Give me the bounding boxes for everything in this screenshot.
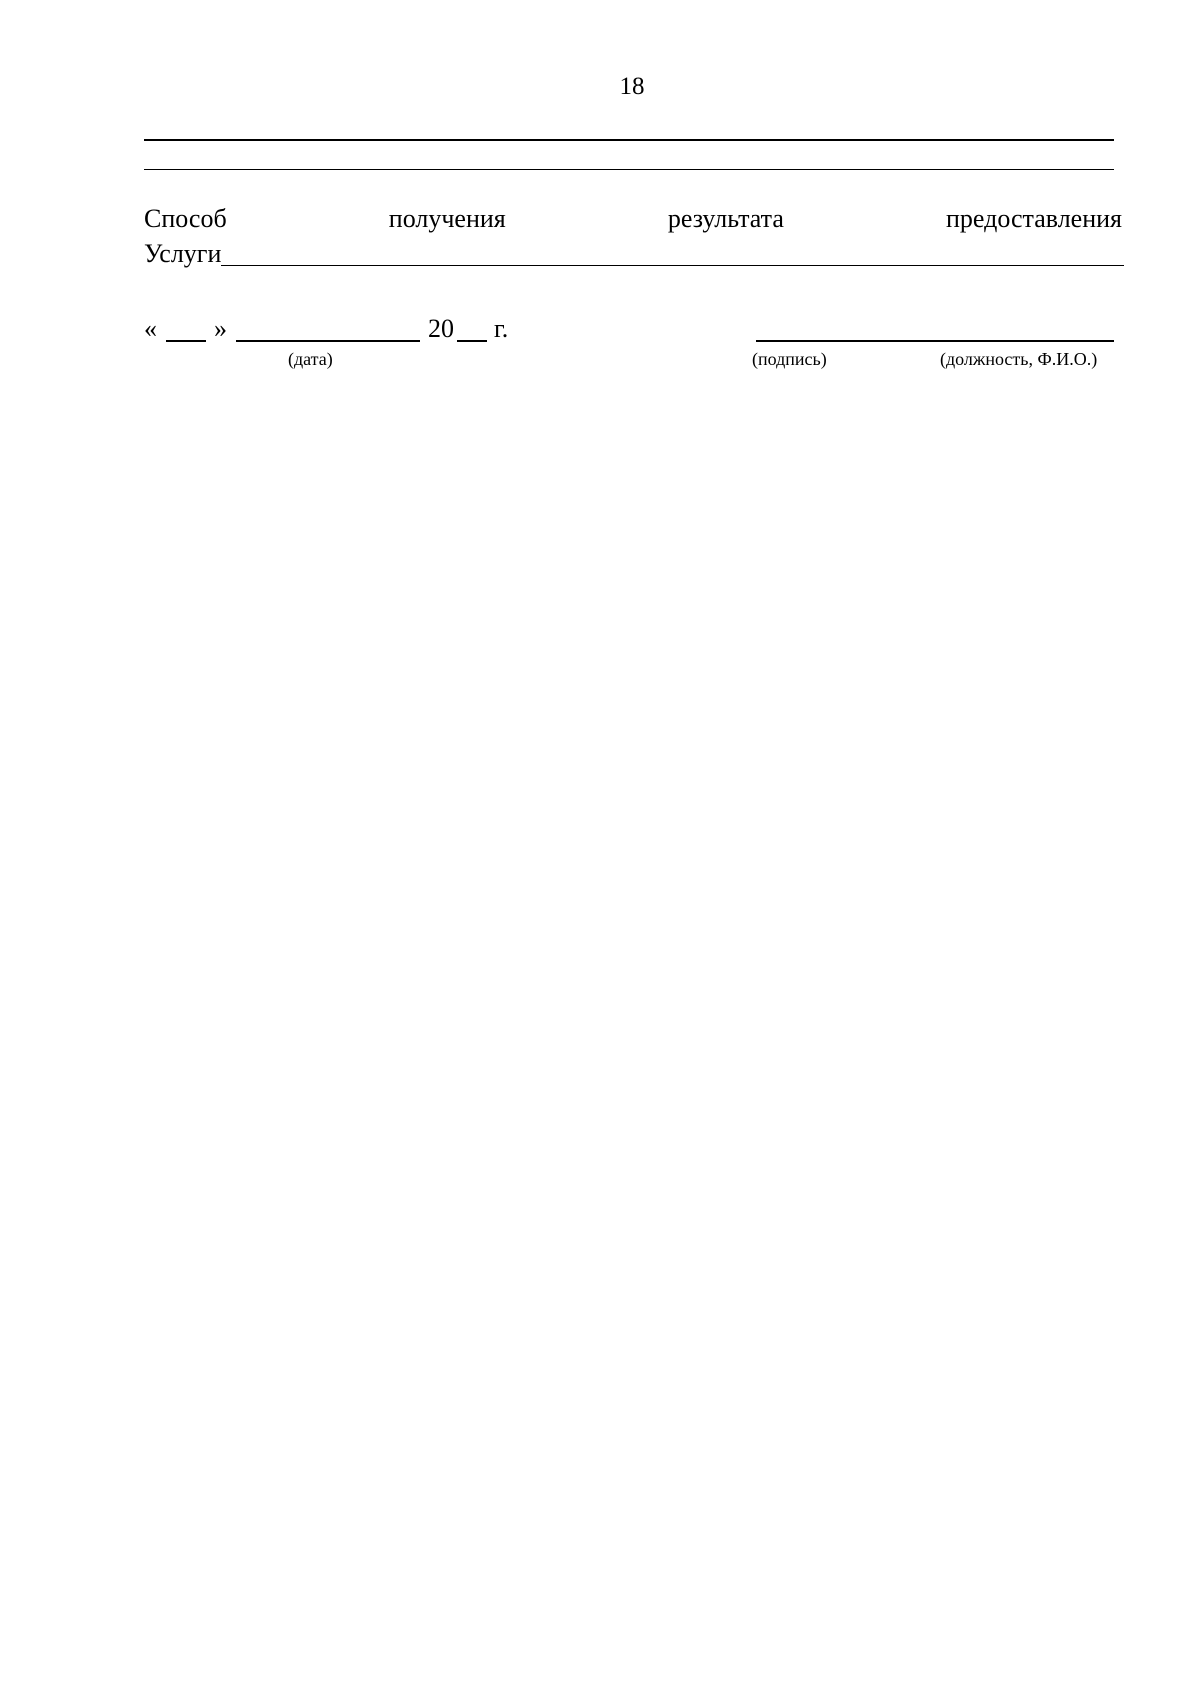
method-word-2: получения xyxy=(388,204,506,233)
service-line xyxy=(144,238,1124,270)
service-blank-field[interactable] xyxy=(221,239,1124,266)
signature-blank-field[interactable] xyxy=(756,340,1114,342)
open-quote: « xyxy=(144,314,157,343)
method-word-3: результата xyxy=(667,204,784,233)
month-blank-field[interactable] xyxy=(236,340,420,342)
blank-line-1 xyxy=(144,139,1114,141)
year-prefix: 20 xyxy=(428,314,454,343)
signature-caption: (подпись) xyxy=(752,349,827,369)
close-quote: » xyxy=(214,314,227,343)
result-method-label xyxy=(144,203,1122,235)
year-suffix: г. xyxy=(494,314,509,343)
service-label: Услуги xyxy=(144,239,222,268)
method-word-1: Способ xyxy=(144,204,227,233)
year-blank-field[interactable] xyxy=(457,340,487,342)
method-word-4: предоставления xyxy=(946,204,1122,233)
page-number: 18 xyxy=(619,73,645,100)
position-caption: (должность, Ф.И.О.) xyxy=(940,349,1098,369)
blank-line-2 xyxy=(144,169,1114,170)
date-caption: (дата) xyxy=(288,349,333,369)
day-blank-field[interactable] xyxy=(166,340,206,342)
